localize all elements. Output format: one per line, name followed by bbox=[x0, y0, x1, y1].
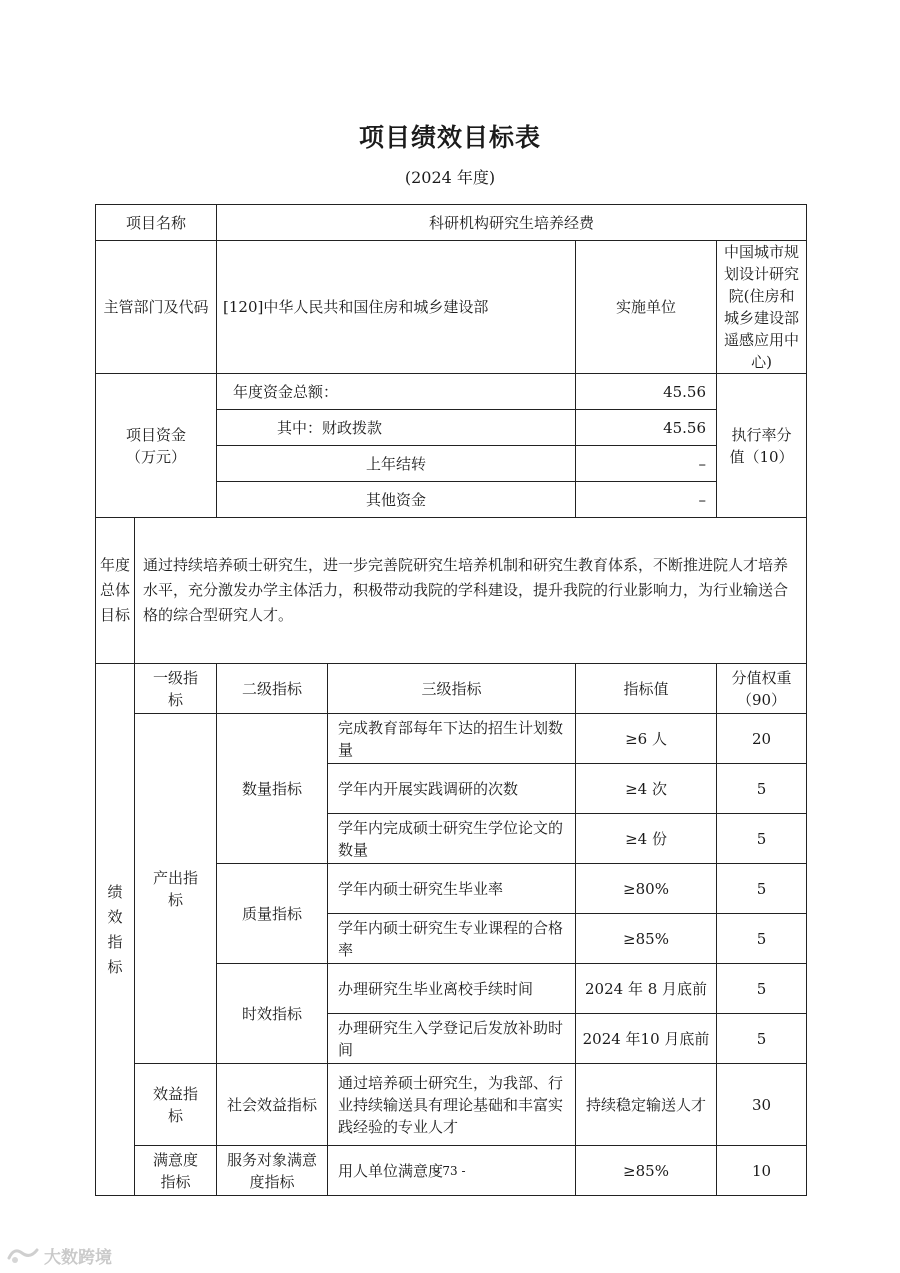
indicators-section-label: 绩效指标 bbox=[96, 664, 135, 1196]
implementing-unit-label: 实施单位 bbox=[576, 241, 717, 374]
weight-cell: 5 bbox=[717, 864, 807, 914]
level3-cell: 学年内硕士研究生专业课程的合格率 bbox=[328, 914, 576, 964]
header-value: 指标值 bbox=[576, 664, 717, 714]
level3-cell: 学年内完成硕士研究生学位论文的数量 bbox=[328, 814, 576, 864]
quality-indicator-label: 质量指标 bbox=[217, 864, 328, 964]
indicator-header-row bbox=[96, 664, 807, 714]
page-subtitle: (2024 年度) bbox=[404, 168, 496, 187]
value-cell: ≥4 次 bbox=[576, 764, 717, 814]
weight-cell: 5 bbox=[717, 814, 807, 864]
value-cell: 2024 年 8 月底前 bbox=[576, 964, 717, 1014]
funds-row bbox=[96, 374, 807, 410]
weight-cell: 20 bbox=[717, 714, 807, 764]
value-cell: 2024 年10 月底前 bbox=[576, 1014, 717, 1064]
watermark-logo-icon bbox=[6, 1244, 40, 1266]
table-row bbox=[96, 1064, 807, 1146]
fund-total-value: 45.56 bbox=[576, 374, 717, 410]
weight-cell: 10 bbox=[717, 1146, 807, 1196]
project-name-label: 项目名称 bbox=[96, 205, 217, 241]
page-title: 项目绩效目标表 bbox=[358, 123, 541, 152]
annual-goal-text: 通过持续培养硕士研究生，进一步完善院研究生培养机制和研究生教育体系，不断推进院人才培养水平，充分激发办学主体活力，积极带动我院的学科建设，提升我院的行业影响力，为行业输送合格的综合型研究人才。 bbox=[135, 518, 807, 664]
value-cell: ≥85% bbox=[576, 914, 717, 964]
funds-label: 项目资金（万元） bbox=[96, 374, 217, 518]
value-cell: 持续稳定输送人才 bbox=[576, 1064, 717, 1146]
value-cell: ≥4 份 bbox=[576, 814, 717, 864]
page-number: - 73 - bbox=[434, 1164, 466, 1178]
project-name-value: 科研机构研究生培养经费 bbox=[217, 205, 807, 241]
annual-goal-label: 年度总体目标 bbox=[96, 518, 135, 664]
satisfaction-indicator-label: 满意度指标 bbox=[135, 1146, 217, 1196]
header-weight: 分值权重（90） bbox=[717, 664, 807, 714]
weight-cell: 5 bbox=[717, 764, 807, 814]
level3-cell: 用人单位满意度 bbox=[328, 1146, 576, 1196]
header-level3: 三级指标 bbox=[328, 664, 576, 714]
service-satisfaction-indicator-label: 服务对象满意度指标 bbox=[217, 1146, 328, 1196]
level3-cell: 通过培养硕士研究生，为我部、行业持续输送具有理论基础和丰富实践经验的专业人才 bbox=[328, 1064, 576, 1146]
department-label: 主管部门及代码 bbox=[96, 241, 217, 374]
weight-cell: 30 bbox=[717, 1064, 807, 1146]
fund-carryover-label: 上年结转 bbox=[217, 446, 576, 482]
value-cell: ≥80% bbox=[576, 864, 717, 914]
annual-goal-row bbox=[96, 518, 807, 664]
weight-cell: 5 bbox=[717, 914, 807, 964]
level3-cell: 学年内开展实践调研的次数 bbox=[328, 764, 576, 814]
timeliness-indicator-label: 时效指标 bbox=[217, 964, 328, 1064]
value-cell: ≥6 人 bbox=[576, 714, 717, 764]
weight-cell: 5 bbox=[717, 964, 807, 1014]
fund-other-label: 其他资金 bbox=[217, 482, 576, 518]
watermark-text: 大数跨境 bbox=[44, 1247, 112, 1268]
watermark bbox=[6, 1242, 112, 1268]
weight-cell: 5 bbox=[717, 1014, 807, 1064]
fund-other-value: – bbox=[576, 482, 717, 518]
execution-rate-label: 执行率分值（10） bbox=[717, 374, 807, 518]
department-row bbox=[96, 241, 807, 374]
quantity-indicator-label: 数量指标 bbox=[217, 714, 328, 864]
performance-goal-table bbox=[95, 204, 807, 1196]
department-value: [120]中华人民共和国住房和城乡建设部 bbox=[217, 241, 576, 374]
level3-cell: 完成教育部每年下达的招生计划数量 bbox=[328, 714, 576, 764]
level3-cell: 学年内硕士研究生毕业率 bbox=[328, 864, 576, 914]
fund-carryover-value: – bbox=[576, 446, 717, 482]
header-level2: 二级指标 bbox=[217, 664, 328, 714]
table-row bbox=[96, 714, 807, 764]
fund-fiscal-value: 45.56 bbox=[576, 410, 717, 446]
benefit-indicator-label: 效益指标 bbox=[135, 1064, 217, 1146]
social-benefit-indicator-label: 社会效益指标 bbox=[217, 1064, 328, 1146]
level3-cell: 办理研究生入学登记后发放补助时间 bbox=[328, 1014, 576, 1064]
fund-total-label: 年度资金总额： bbox=[217, 374, 576, 410]
value-cell: ≥85% bbox=[576, 1146, 717, 1196]
implementing-unit-value: 中国城市规划设计研究院(住房和城乡建设部遥感应用中心) bbox=[717, 241, 807, 374]
output-indicator-label: 产出指标 bbox=[135, 714, 217, 1064]
project-name-row bbox=[96, 205, 807, 241]
fund-fiscal-label: 其中：财政拨款 bbox=[217, 410, 576, 446]
level3-cell: 办理研究生毕业离校手续时间 bbox=[328, 964, 576, 1014]
header-level1: 一级指标 bbox=[135, 664, 217, 714]
